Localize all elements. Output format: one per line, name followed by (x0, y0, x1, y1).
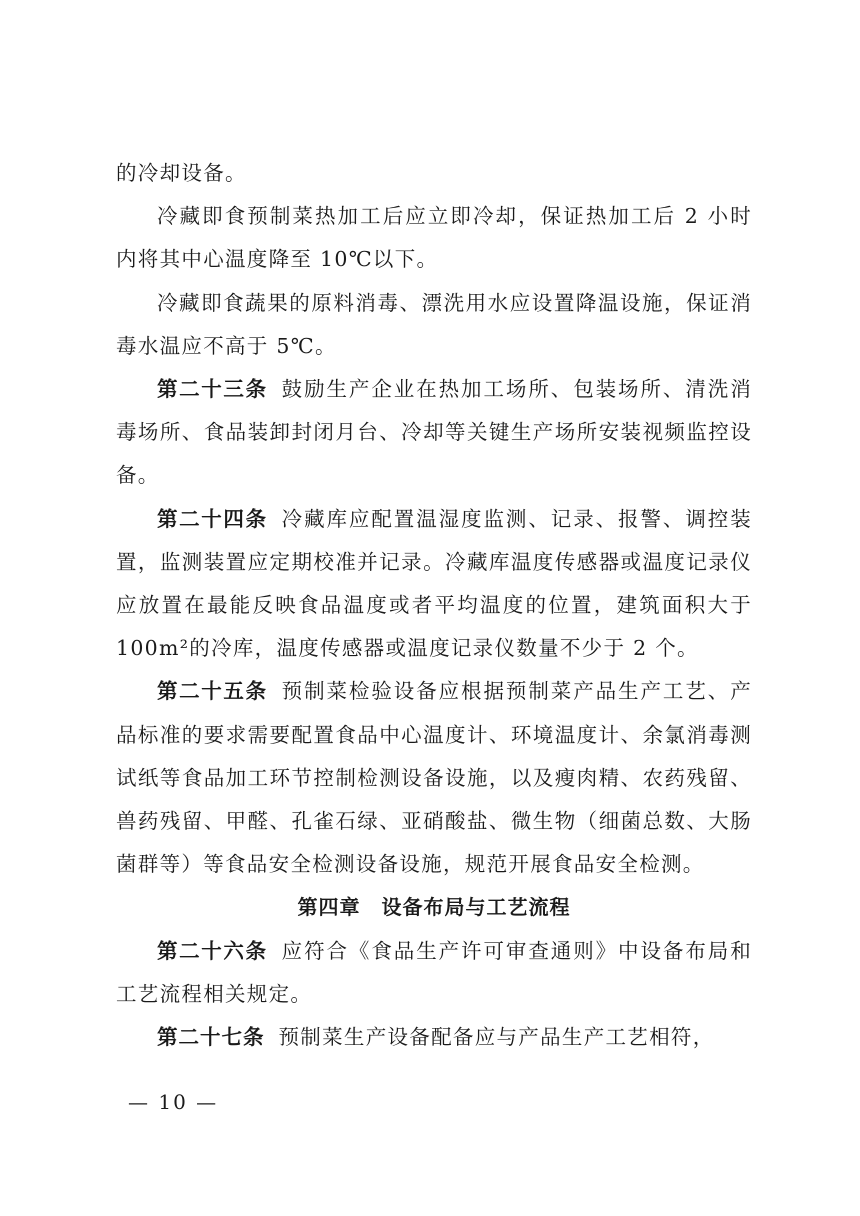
article-26-text: 应符合《食品生产许可审查通则》中设备布局和工艺流程相关规定。 (116, 938, 752, 1006)
article-25-text: 预制菜检验设备应根据预制菜产品生产工艺、产品标准的要求需要配置食品中心温度计、环境温度计、余氯消毒测试纸等食品加工环节控制检测设备设施，以及瘦肉精、农药残留、兽药残留、甲醛、孔雀石绿、亚硝酸盐、微生物（细菌总数、大肠菌群等）等食品安全检测设备设施，规范开展食品安全检测。 (116, 679, 752, 877)
article-27-text: 预制菜生产设备配备应与产品生产工艺相符， (278, 1025, 715, 1050)
article-24-text: 冷藏库应配置温湿度监测、记录、报警、调控装置，监测装置应定期校准并记录。冷藏库温度传感器或温度记录仪应放置在最能反映食品温度或者平均温度的位置，建筑面积大于 100m²的冷库，温度传感器或温度记录仪数量不少于 2 个。 (116, 506, 752, 661)
page-number: — 10 — (128, 1090, 219, 1114)
article-25 (116, 670, 752, 886)
paragraph-disinfection-water: 冷藏即食蔬果的原料消毒、漂洗用水应设置降温设施，保证消毒水温应不高于 5℃。 (116, 290, 752, 358)
article-24-title: 第二十四条 (157, 506, 268, 531)
article-24 (116, 498, 752, 671)
article-23-title: 第二十三条 (157, 377, 268, 402)
article-26-title: 第二十六条 (157, 938, 268, 963)
article-23-text: 鼓励生产企业在热加工场所、包装场所、清洗消毒场所、食品装卸封闭月台、冷却等关键生产场所安装视频监控设备。 (116, 377, 752, 488)
document-body (116, 152, 752, 1059)
paragraph-cooling-time: 冷藏即食预制菜热加工后应立即冷却，保证热加工后 2 小时内将其中心温度降至 10℃以下。 (116, 204, 752, 272)
article-27 (116, 1016, 752, 1059)
article-26 (116, 930, 752, 1016)
article-23 (116, 368, 752, 498)
paragraph-continuation: 的冷却设备。 (116, 161, 247, 185)
chapter-heading: 第四章 设备布局与工艺流程 (297, 895, 571, 920)
article-25-title: 第二十五条 (157, 679, 268, 704)
article-27-title: 第二十七条 (157, 1025, 265, 1050)
